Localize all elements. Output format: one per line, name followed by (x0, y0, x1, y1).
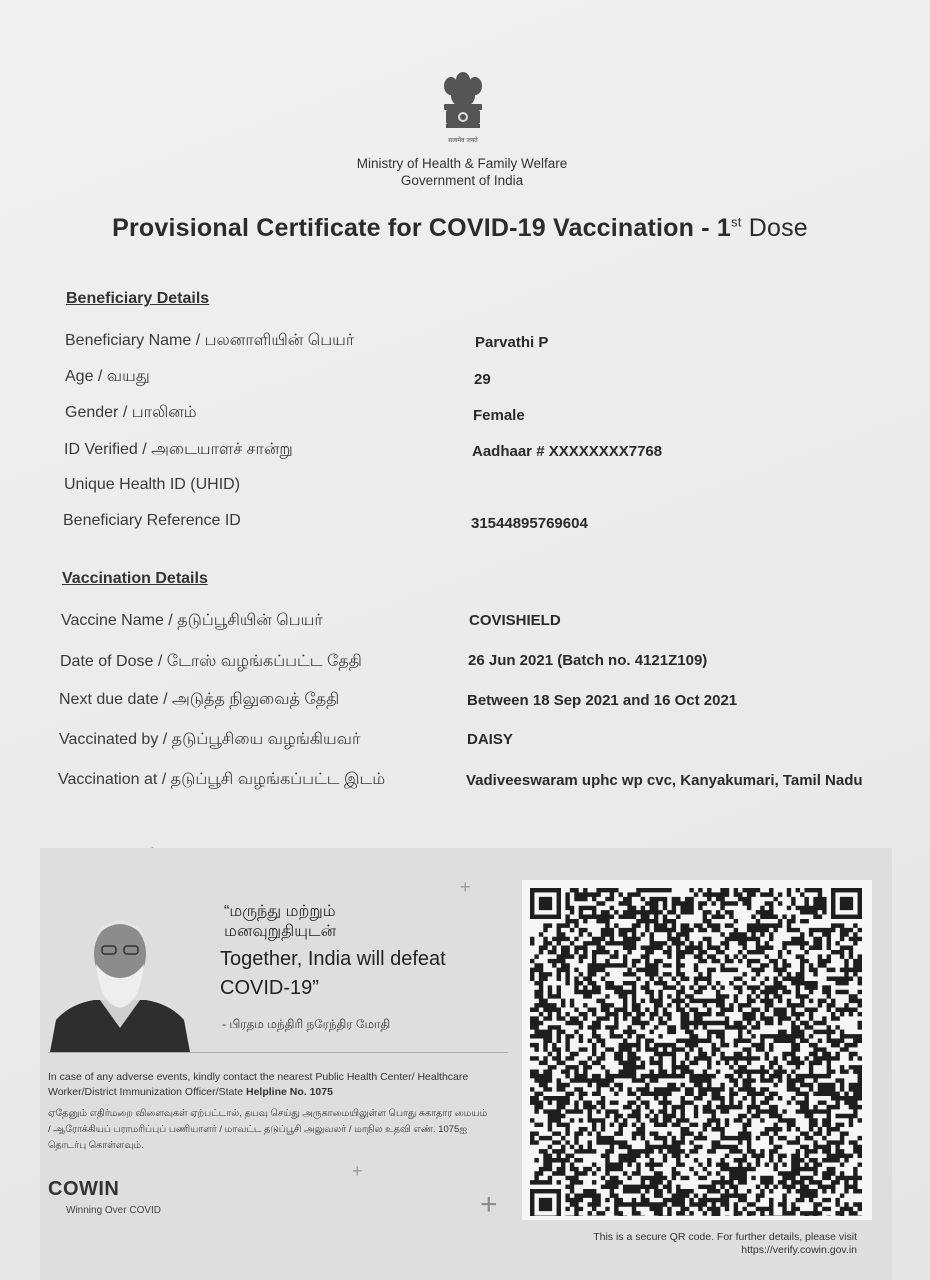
decorative-plus-icon: + (460, 877, 471, 897)
prime-minister-portrait (50, 908, 190, 1052)
quote-tamil: “மருந்து மற்றும் மனவுறுதியுடன் (224, 903, 337, 940)
helpline-number: Helpline No. 1075 (246, 1086, 333, 1098)
decorative-plus-icon: + (352, 1161, 363, 1181)
vaccination-details-heading: Vaccination Details (62, 570, 208, 587)
beneficiary-name-label: Beneficiary Name / பலனாளியின் பெயர் (65, 332, 355, 349)
id-verified-label: ID Verified / அடையாளச் சான்று (64, 441, 293, 458)
vaccination-at-value: Vadiveeswaram uphc wp cvc, Kanyakumari, Tamil Nadu (466, 772, 863, 789)
qr-note (520, 1231, 857, 1257)
cowin-logo: COWIN (48, 1178, 120, 1200)
title-dose: Dose (741, 214, 808, 242)
vaccination-at-label: Vaccination at / தடுப்பூசி வழங்கப்பட்ட இடம் (58, 771, 386, 788)
date-of-dose-value: 26 Jun 2021 (Batch no. 4121Z109) (468, 652, 708, 669)
verification-qr-code[interactable] (530, 888, 862, 1216)
quote-attribution: - பிரதம மந்திரி நரேந்திர மோதி (222, 1017, 391, 1031)
qr-note-line-1: This is a secure QR code. For further details, please visit (593, 1231, 857, 1243)
decorative-plus-icon: + (480, 1188, 498, 1221)
ministry-name: Ministry of Health & Family Welfare (356, 156, 568, 171)
next-due-date-label: Next due date / அடுத்த நிலுவைத் தேதி (59, 691, 340, 708)
title-main: Provisional Certificate for COVID-19 Vaccination - 1 (112, 214, 732, 242)
qr-finder-pattern (840, 897, 853, 910)
uhid-label: Unique Health ID (UHID) (64, 476, 241, 493)
adverse-events-text: In case of any adverse events, kindly contact the nearest Public Health Center/ Healthcare Worker/District Immunization Officer/State (48, 1071, 469, 1098)
vaccine-name-value: COVISHIELD (469, 612, 561, 629)
reference-id-label: Beneficiary Reference ID (63, 512, 241, 529)
adverse-events-notice (48, 1070, 478, 1100)
emblem-motto: सत्यमेव जयते (448, 137, 478, 144)
national-emblem-icon (436, 70, 490, 148)
cowin-tagline: Winning Over COVID (66, 1205, 162, 1216)
title-superscript: st (731, 214, 742, 230)
adverse-events-notice-tamil: ஏதேனும் எதிர்மறை விளைவுகள் ஏற்பட்டால், தயவு செய்து அருகாமையிலுள்ள பொது சுகாதார மையம் / ஆரோக்கியப் பராமரிப்புப் பணியாளர் / மாவட்ட தடுப்பூசி அலுவலர் / மாநில உதவி எண். 1075ஐ தொடர்பு கொள்ளவும். (48, 1108, 488, 1151)
banner-divider (48, 1052, 508, 1053)
quote-english: Together, India will defeat COVID-19” (220, 948, 446, 999)
gender-label: Gender / பாலினம் (65, 404, 197, 421)
certificate-title (100, 214, 820, 243)
vaccinated-by-label: Vaccinated by / தடுப்பூசியை வழங்கியவர் (59, 731, 361, 748)
qr-finder-pattern (539, 897, 552, 910)
date-of-dose-label: Date of Dose / டோஸ் வழங்கப்பட்ட தேதி (60, 653, 362, 670)
vaccine-name-label: Vaccine Name / தடுப்பூசியின் பெயர் (61, 612, 323, 629)
reference-id-value: 31544895769604 (471, 515, 588, 532)
government-name: Government of India (400, 173, 524, 188)
id-verified-value: Aadhaar # XXXXXXXX7768 (472, 443, 663, 460)
qr-finder-pattern (539, 1198, 552, 1211)
qr-note-url: https://verify.cowin.gov.in (741, 1244, 857, 1256)
vaccinated-by-value: DAISY (467, 731, 513, 748)
beneficiary-name-value: Parvathi P (475, 334, 549, 351)
age-value: 29 (474, 371, 491, 388)
next-due-date-value: Between 18 Sep 2021 and 16 Oct 2021 (467, 692, 738, 709)
gender-value: Female (473, 407, 525, 424)
age-label: Age / வயது (65, 368, 150, 385)
beneficiary-details-heading: Beneficiary Details (66, 290, 210, 307)
